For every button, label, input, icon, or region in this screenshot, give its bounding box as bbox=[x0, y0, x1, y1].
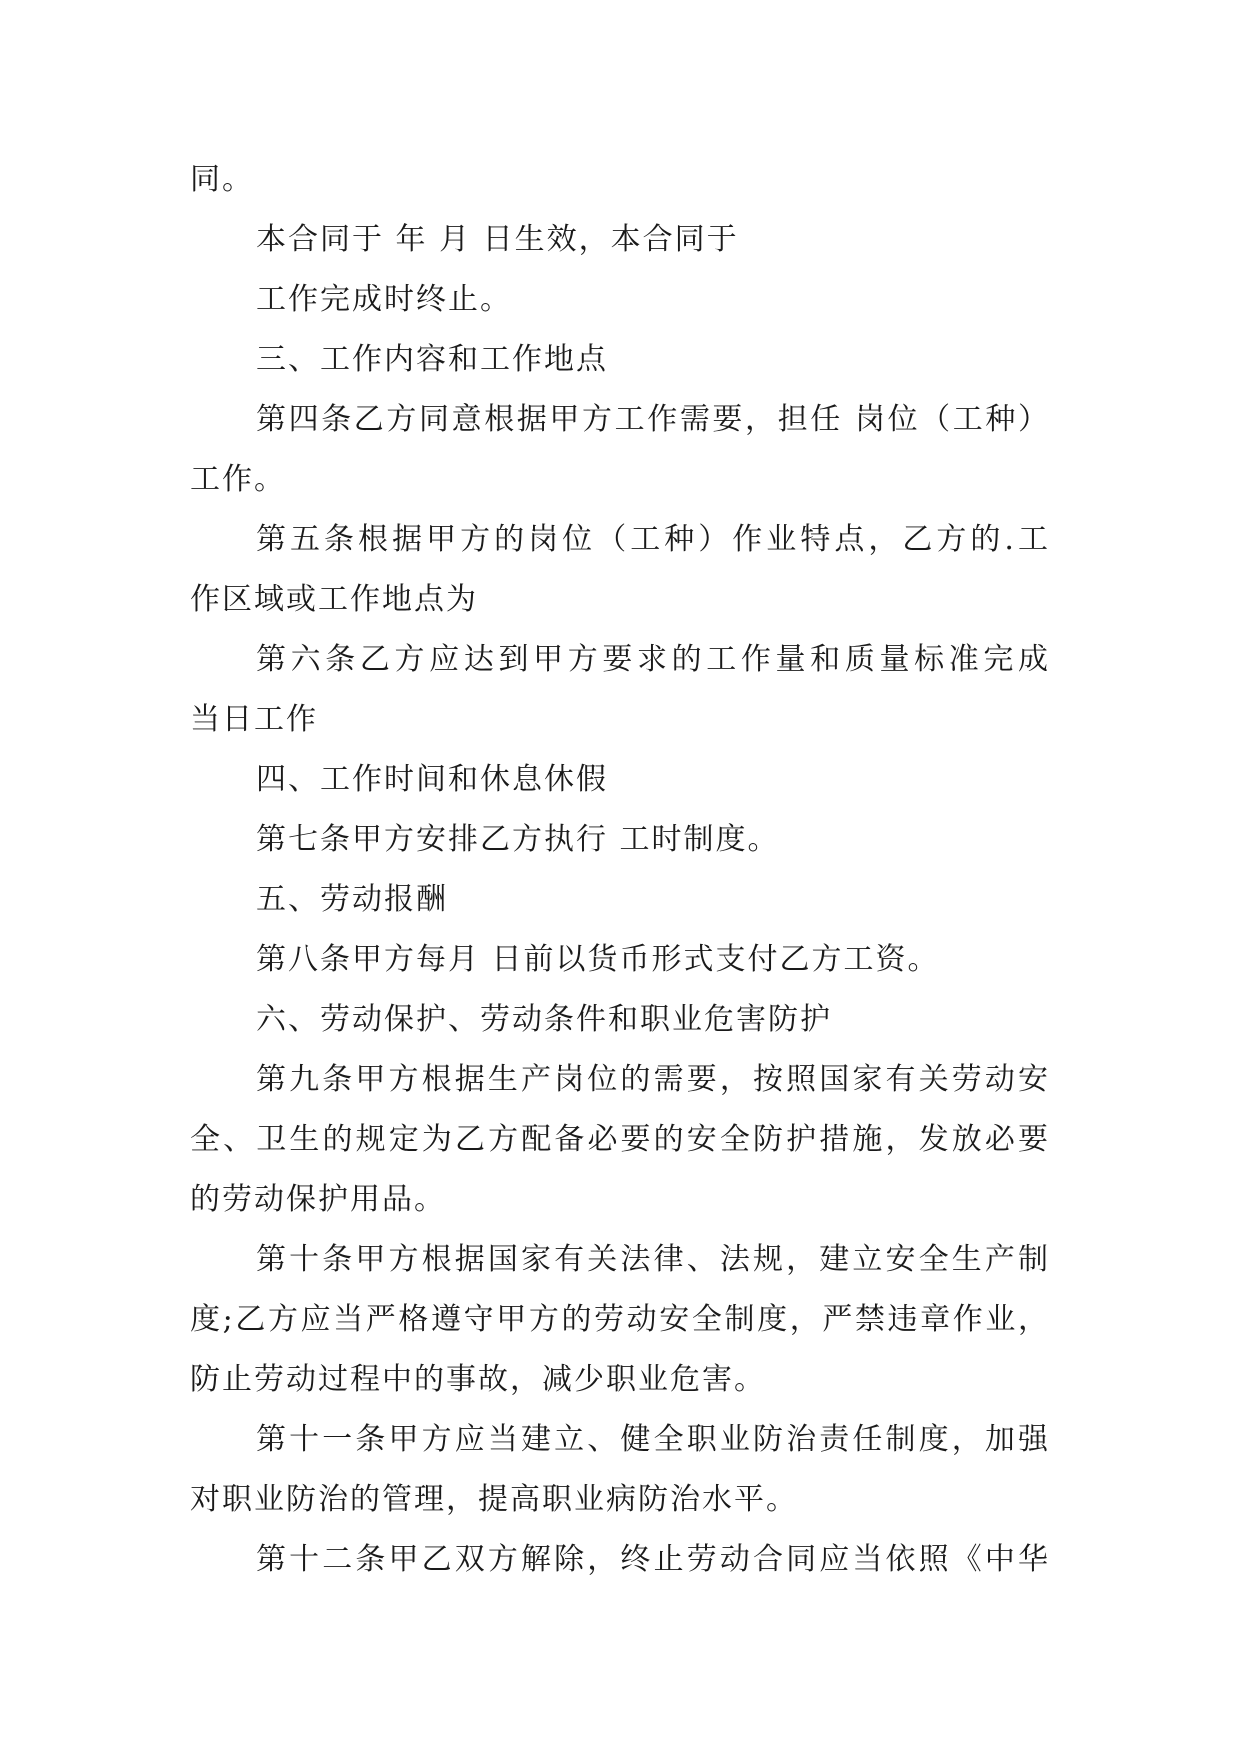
article-5-line-2: 作区域或工作地点为 bbox=[190, 582, 478, 617]
article-9-line-3: 的劳动保护用品。 bbox=[190, 1182, 446, 1217]
section-heading-4: 四、工作时间和休息休假 bbox=[256, 762, 608, 797]
contract-body-text bbox=[190, 150, 1050, 1590]
section-heading-6: 六、劳动保护、劳动条件和职业危害防护 bbox=[256, 1002, 832, 1037]
line-1: 同。 bbox=[190, 162, 254, 197]
article-5-line-1: 第五条根据甲方的岗位（工种）作业特点，乙方的.工 bbox=[256, 522, 1050, 557]
article-9-line-1: 第九条甲方根据生产岗位的需要，按照国家有关劳动安 bbox=[256, 1062, 1050, 1097]
article-11-line-2: 对职业防治的管理，提高职业病防治水平。 bbox=[190, 1482, 798, 1517]
article-8: 第八条甲方每月 日前以货币形式支付乙方工资。 bbox=[256, 942, 940, 977]
line-2: 本合同于 年 月 日生效，本合同于 bbox=[256, 222, 739, 257]
article-4-line-1: 第四条乙方同意根据甲方工作需要，担任 岗位（工种） bbox=[256, 402, 1050, 437]
line-3: 工作完成时终止。 bbox=[256, 282, 512, 317]
section-heading-5: 五、劳动报酬 bbox=[256, 882, 448, 917]
article-10-line-3: 防止劳动过程中的事故，减少职业危害。 bbox=[190, 1362, 766, 1397]
section-heading-3: 三、工作内容和工作地点 bbox=[256, 342, 608, 377]
article-10-line-2: 度;乙方应当严格遵守甲方的劳动安全制度，严禁违章作业， bbox=[190, 1302, 1050, 1337]
article-9-line-2: 全、卫生的规定为乙方配备必要的安全防护措施，发放必要 bbox=[190, 1122, 1050, 1157]
article-11-line-1: 第十一条甲方应当建立、健全职业防治责任制度，加强 bbox=[256, 1422, 1050, 1457]
article-10-line-1: 第十条甲方根据国家有关法律、法规，建立安全生产制 bbox=[256, 1242, 1050, 1277]
article-6-line-2: 当日工作 bbox=[190, 702, 318, 737]
article-7: 第七条甲方安排乙方执行 工时制度。 bbox=[256, 822, 780, 857]
article-12-line-1: 第十二条甲乙双方解除，终止劳动合同应当依照《中华 bbox=[256, 1542, 1050, 1577]
article-4-line-2: 工作。 bbox=[190, 462, 286, 497]
article-6-line-1: 第六条乙方应达到甲方要求的工作量和质量标准完成 bbox=[256, 642, 1050, 677]
